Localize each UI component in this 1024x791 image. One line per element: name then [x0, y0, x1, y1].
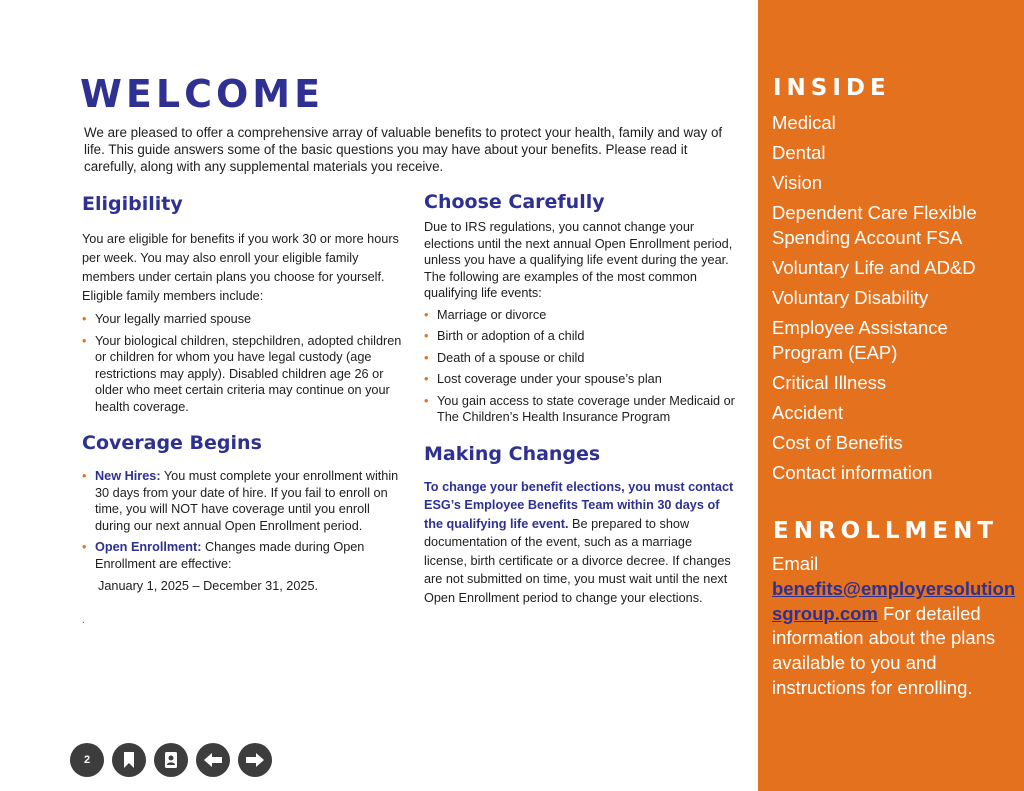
list-item: • Your legally married spouse [82, 312, 252, 326]
right-column [424, 190, 738, 608]
email-label: Email [772, 553, 819, 574]
eligibility-body: You are eligible for benefits if you work 30 or more hours per week. You may also enroll your eligible family members under certain plans you choose for yourself. Eligible family members include: [82, 232, 399, 303]
inside-title: INSIDE [773, 75, 891, 101]
coverage-dates: January 1, 2025 – December 31, 2025. [98, 579, 319, 593]
eligibility-heading: Eligibility [82, 193, 183, 215]
bullet-icon: • [424, 307, 429, 322]
inside-item-cost-of-benefits[interactable]: Cost of Benefits [772, 432, 903, 453]
email-link[interactable]: benefits@employersolutionsgroup.com [772, 577, 1016, 624]
inside-item-medical[interactable]: Medical [772, 112, 836, 133]
inside-item-accident[interactable]: Accident [772, 402, 843, 423]
list-item: • New Hires: You must complete your enrollment within 30 days from your date of hire. If you fail to enroll on time, you will NOT have coverage until you enroll during our next annual Open Enrollment period. [82, 469, 399, 533]
list-item: • Death of a spouse or child [424, 350, 585, 365]
choose-heading: Choose Carefully [424, 191, 605, 213]
dot-note: . [82, 614, 85, 626]
list-item: • Your biological children, stepchildren, adopted children or children for whom you have legal custody (age restrictions may apply). Disabled children age 26 or older who meet certain criteria may continue on your health coverage. [82, 333, 402, 414]
inside-item-eap[interactable]: Employee Assistance Program (EAP) [772, 317, 948, 363]
bullet-icon: • [424, 393, 429, 408]
list-item: • You gain access to state coverage under Medicaid or The Children’s Health Insurance Program [424, 393, 735, 424]
inside-list [772, 110, 1012, 490]
inside-item-voluntary-disability[interactable]: Voluntary Disability [772, 287, 929, 308]
coverage-list [82, 468, 402, 572]
changes-body: To change your benefit elections, you must contact ESG’s Employee Benefits Team within 30 days of the qualifying life event. Be prepared to show documentation of the event, such as a marriage license, birth certificate or a divorce decree. If changes are not submitted on time, you must wait until the next Open Enrollment period to change your elections. [424, 479, 734, 606]
inside-item-contact-information[interactable]: Contact information [772, 462, 933, 483]
list-item: • Lost coverage under your spouse’s plan [424, 372, 662, 386]
bullet-icon: • [424, 372, 429, 386]
bullet-icon: • [82, 540, 87, 554]
choose-list [424, 307, 738, 426]
list-item: • Birth or adoption of a child [424, 329, 585, 343]
inside-item-voluntary-life[interactable]: Voluntary Life and AD&D [772, 257, 976, 278]
intro-paragraph: We are pleased to offer a comprehensive array of valuable benefits to protect your health, family and way of life. This guide answers some of the basic questions you may have about your benefits. Please read it carefully, along with any supplemental materials you receive. [84, 125, 723, 174]
list-item: • Marriage or divorce [424, 307, 547, 322]
inside-item-vision[interactable]: Vision [772, 172, 823, 193]
bookmark-button[interactable] [112, 743, 146, 777]
bullet-icon: • [82, 469, 87, 483]
inside-item-critical-illness[interactable]: Critical Illness [772, 372, 887, 393]
arrow-left-icon [204, 753, 222, 767]
bullet-icon: • [424, 350, 429, 365]
contacts-button[interactable] [154, 743, 188, 777]
bullet-icon: • [424, 329, 429, 343]
enrollment-text: Email benefits@employersolutionsgroup.com For detailed information about the plans available to you and instructions for enrolling. [772, 553, 1016, 698]
page-title: WELCOME [80, 72, 325, 116]
choose-body: Due to IRS regulations, you cannot change your elections until the next annual Open Enrollment period, unless you have a qualifying life event during the year. The following are examples of the most common qualifying life events: [424, 220, 733, 300]
eligibility-list [82, 311, 402, 415]
contacts-book-icon [164, 752, 178, 768]
sidebar [758, 0, 1024, 791]
previous-page-button[interactable] [196, 743, 230, 777]
bookmark-icon [122, 752, 136, 768]
arrow-right-icon [246, 753, 264, 767]
next-page-button[interactable] [238, 743, 272, 777]
inside-item-dependent-care-fsa[interactable]: Dependent Care Flexible Spending Account FSA [772, 202, 977, 248]
changes-heading: Making Changes [424, 442, 601, 465]
page-number-button[interactable]: 2 [70, 743, 104, 777]
coverage-heading: Coverage Begins [82, 432, 262, 454]
inside-item-dental[interactable]: Dental [772, 142, 826, 163]
page-navigation [70, 743, 272, 777]
left-column [82, 192, 402, 629]
list-item: • Open Enrollment: Changes made during Open Enrollment are effective: [82, 540, 365, 571]
bullet-icon: • [82, 312, 87, 326]
enrollment-title: ENROLLMENT [773, 518, 999, 544]
bullet-icon: • [82, 333, 87, 348]
